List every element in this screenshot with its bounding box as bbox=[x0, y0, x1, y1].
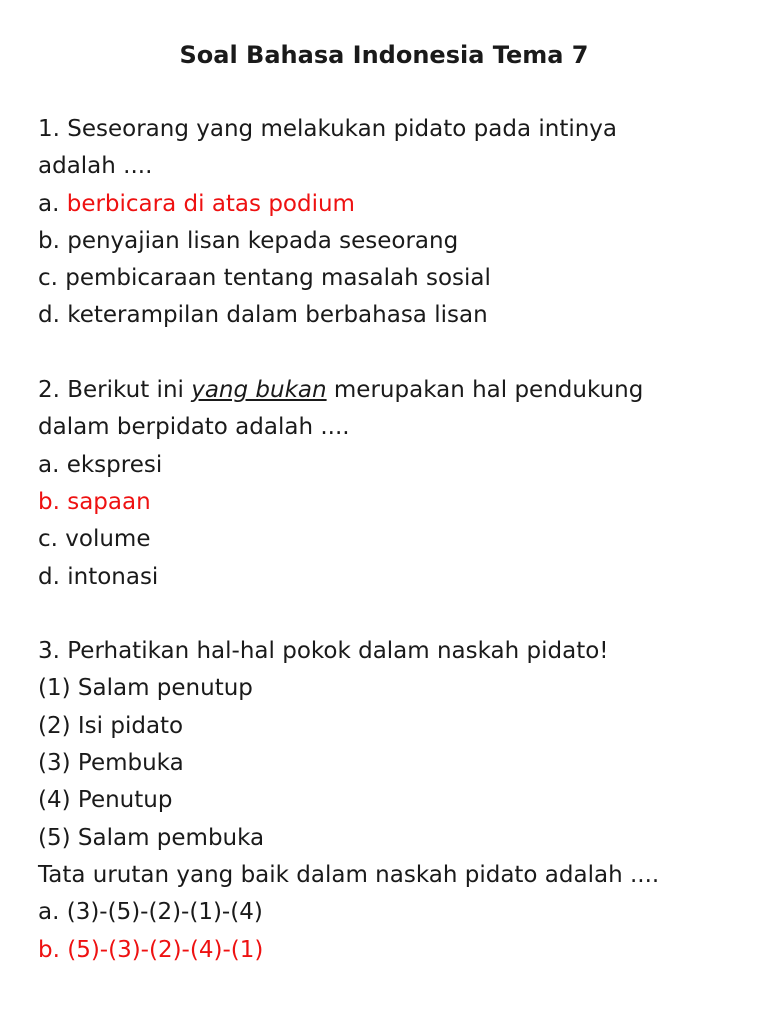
q2-stem-line2: dalam berpidato adalah .... bbox=[38, 414, 350, 441]
q3-item: (3) Pembuka bbox=[38, 750, 184, 777]
question-list bbox=[38, 111, 738, 969]
q3-item: (5) Salam pembuka bbox=[38, 824, 265, 851]
q2-stem-emphasis: yang bukan bbox=[191, 377, 327, 404]
q1-option-a-prefix: a. bbox=[38, 190, 60, 217]
q3-item: (2) Isi pidato bbox=[38, 712, 184, 739]
page-title: Soal Bahasa Indonesia Tema 7 bbox=[179, 41, 589, 69]
q1-stem-line2: adalah .... bbox=[38, 153, 153, 180]
q2-option-d: d. intonasi bbox=[38, 563, 159, 590]
q3-stem: 3. Perhatikan hal-hal pokok dalam naskah pidato! bbox=[38, 638, 609, 665]
q1-option-a-answer: berbicara di atas podium bbox=[66, 190, 355, 217]
q1-option-d: d. keterampilan dalam berbahasa lisan bbox=[38, 302, 488, 329]
spacer bbox=[38, 335, 738, 372]
q3-item: (1) Salam penutup bbox=[38, 675, 253, 702]
q3-item: (4) Penutup bbox=[38, 787, 173, 814]
q2-option-b-answer: b. sapaan bbox=[38, 488, 151, 515]
q2-option-a: a. ekspresi bbox=[38, 451, 163, 478]
q3-option-a: a. (3)-(5)-(2)-(1)-(4) bbox=[38, 899, 263, 926]
q3-question: Tata urutan yang baik dalam naskah pidato adalah .... bbox=[38, 861, 660, 888]
q1-option-c: c. pembicaraan tentang masalah sosial bbox=[38, 265, 491, 292]
q3-option-b-answer: b. (5)-(3)-(2)-(4)-(1) bbox=[38, 936, 264, 963]
q2-stem-line1 bbox=[38, 372, 738, 409]
q1-option-b: b. penyajian lisan kepada seseorang bbox=[38, 227, 459, 254]
q2-stem-post: merupakan hal pendukung bbox=[333, 377, 644, 404]
q2-option-c: c. volume bbox=[38, 526, 151, 553]
spacer bbox=[38, 596, 738, 633]
q1-option-a bbox=[38, 186, 738, 223]
q1-stem-line1: 1. Seseorang yang melakukan pidato pada intinya bbox=[38, 116, 618, 142]
q2-stem-pre: 2. Berikut ini bbox=[38, 377, 184, 404]
